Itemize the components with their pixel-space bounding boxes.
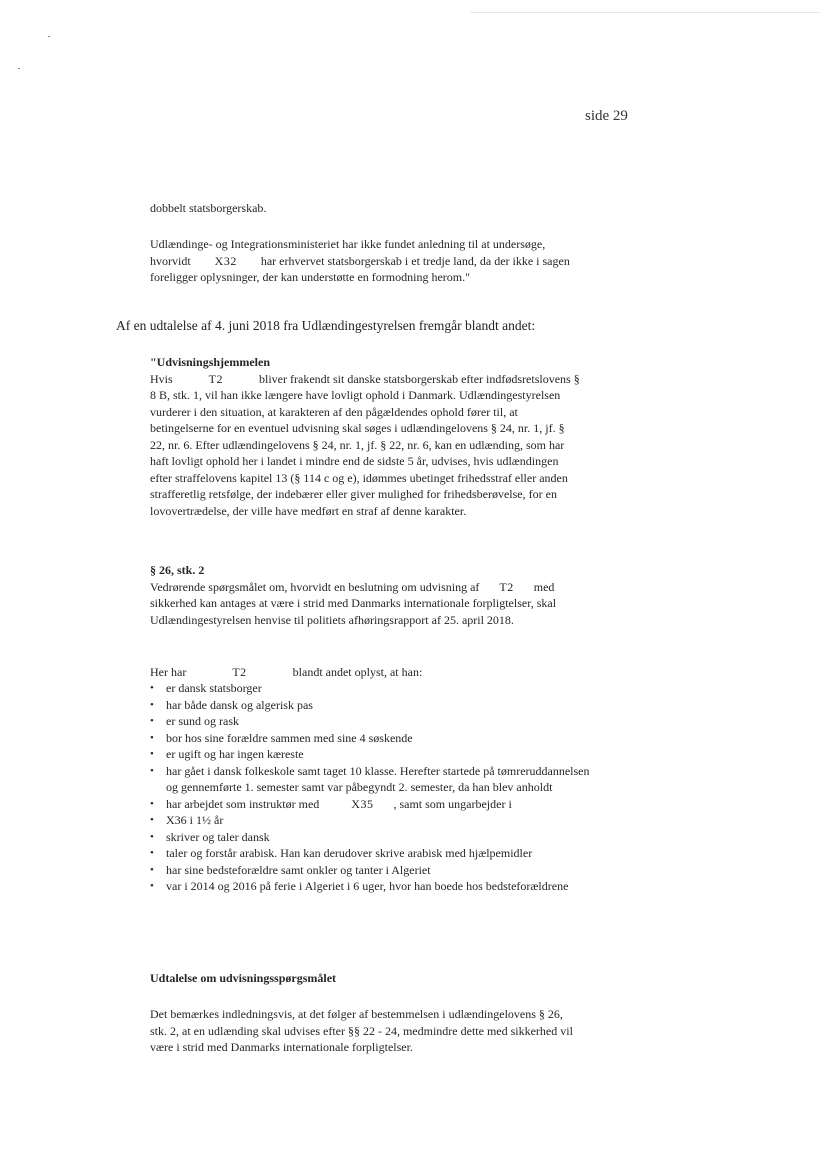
quote-line-1: dobbelt statsborgerskab. [150, 201, 267, 215]
section-afhoering-lead [150, 664, 582, 681]
list-item: • bor hos sine forældre sammen med sine 4 søskende [150, 730, 590, 747]
section-udvisningshjemmel [150, 354, 582, 519]
section-heading-udtalelse: Udtalelse om udvisningsspørgsmålet [150, 971, 337, 985]
list-item: • har både dansk og algerisk pas [150, 697, 590, 714]
list-item: • har arbejdet som instruktør med X35 , samt som ungarbejder i [150, 796, 590, 813]
pseudonym-x32: X32 [214, 253, 237, 268]
list-item: • er ugift og har ingen kæreste [150, 746, 590, 763]
section-udtalelse-text: Det bemærkes indledningsvis, at det følger af bestemmelsen i udlændingelovens § 26, stk. 2, at en udlænding skal udvises efter §§ 22 - 24, medmindre dette med sikkerhed vil være i strid med Danmarks internationale forpligtelser. [150, 1007, 573, 1054]
pseudonym-t2: T2 [208, 371, 224, 386]
section-lead: Her har [150, 665, 187, 679]
list-item: • skriver og taler dansk [150, 829, 590, 846]
list-item: • var i 2014 og 2016 på ferie i Algeriet i 6 uger, hvor han boede hos bedsteforældrene [150, 878, 590, 895]
list-item: • taler og forstår arabisk. Han kan derudover skrive arabisk med hjælpemidler [150, 845, 590, 862]
section-text: bliver frakendt sit danske statsborgerskab efter indfødsretslovens § 8 B, stk. 1, vil han ikke længere have lovligt ophold i Danmark. Udlændingestyrelsen vurderer i den situation, at karakteren af den pågældendes ophold fører til, at betingelserne for en eventuel udvisning skal søges i udlændingelovens § 24, nr. 1, jf. § 22, nr. 6. Efter udlændingelovens § 24, nr. 1, jf. § 22, nr. 6, kan en udlænding, som har haft lovligt ophold her i landet i mindre end de sidste 5 år, udvises, hvis udlændingen efter straffelovens kapitel 13 (§ 114 c og e), idømmes ubetinget frihedsstraf eller anden strafferetlig retsfølge, der indebærer eller giver mulighed for frihedsberøvelse, for en lovovertrædelse, der ville have medført en straf af denne karakter. [150, 371, 580, 518]
section-paragraf-26 [150, 562, 582, 628]
section-text-after: med sikkerhed kan antages at være i strid med Danmarks internationale forpligtelser, skal Udlændingestyrelsen henvise til politiets afhøringsrapport af 25. april 2018. [150, 579, 557, 627]
pseudonym-t2: T2 [232, 665, 247, 679]
section-text: Vedrørende spørgsmålet om, hvorvidt en beslutning om udvisning af [150, 579, 480, 594]
list-item: • X36 i 1½ år [150, 812, 590, 829]
bullet-list [150, 680, 590, 895]
list-item: • har sine bedsteforældre samt onkler og tanter i Algeriet [150, 862, 590, 879]
scan-speck [48, 36, 50, 37]
list-item: • har gået i dansk folkeskole samt taget 10 klasse. Herefter startede på tømreruddannelsen og gennemførte 1. semester samt var påbegyndt 2. semester, da han blev anholdt [150, 763, 590, 796]
pseudonym-x35: X35 [351, 796, 374, 811]
quote-paragraph [150, 236, 580, 286]
scan-artifact-line [470, 12, 820, 13]
section-heading: § 26, stk. 2 [150, 563, 205, 577]
section-lead: Hvis [150, 371, 173, 386]
pseudonym-t2: T2 [499, 579, 514, 594]
main-intro-line: Af en udtalelse af 4. juni 2018 fra Udlændingestyrelsen fremgår blandt andet: [116, 318, 536, 333]
scan-speck [18, 68, 20, 69]
quote-paragraph-text: Udlændinge- og Integrationsministeriet har ikke fundet anledning til at undersøge, hvorvidt [150, 237, 546, 268]
list-item: • er dansk statsborger [150, 680, 590, 697]
quote-paragraph-text-after: har erhvervet statsborgerskab i et tredje land, da der ikke i sagen foreligger oplysninger, der kan understøtte en formodning herom." [150, 253, 570, 284]
section-heading: "Udvisningshjemmelen [150, 355, 271, 369]
list-item: • er sund og rask [150, 713, 590, 730]
page-number: side 29 [585, 108, 628, 124]
section-trail: blandt andet oplyst, at han: [292, 665, 423, 679]
